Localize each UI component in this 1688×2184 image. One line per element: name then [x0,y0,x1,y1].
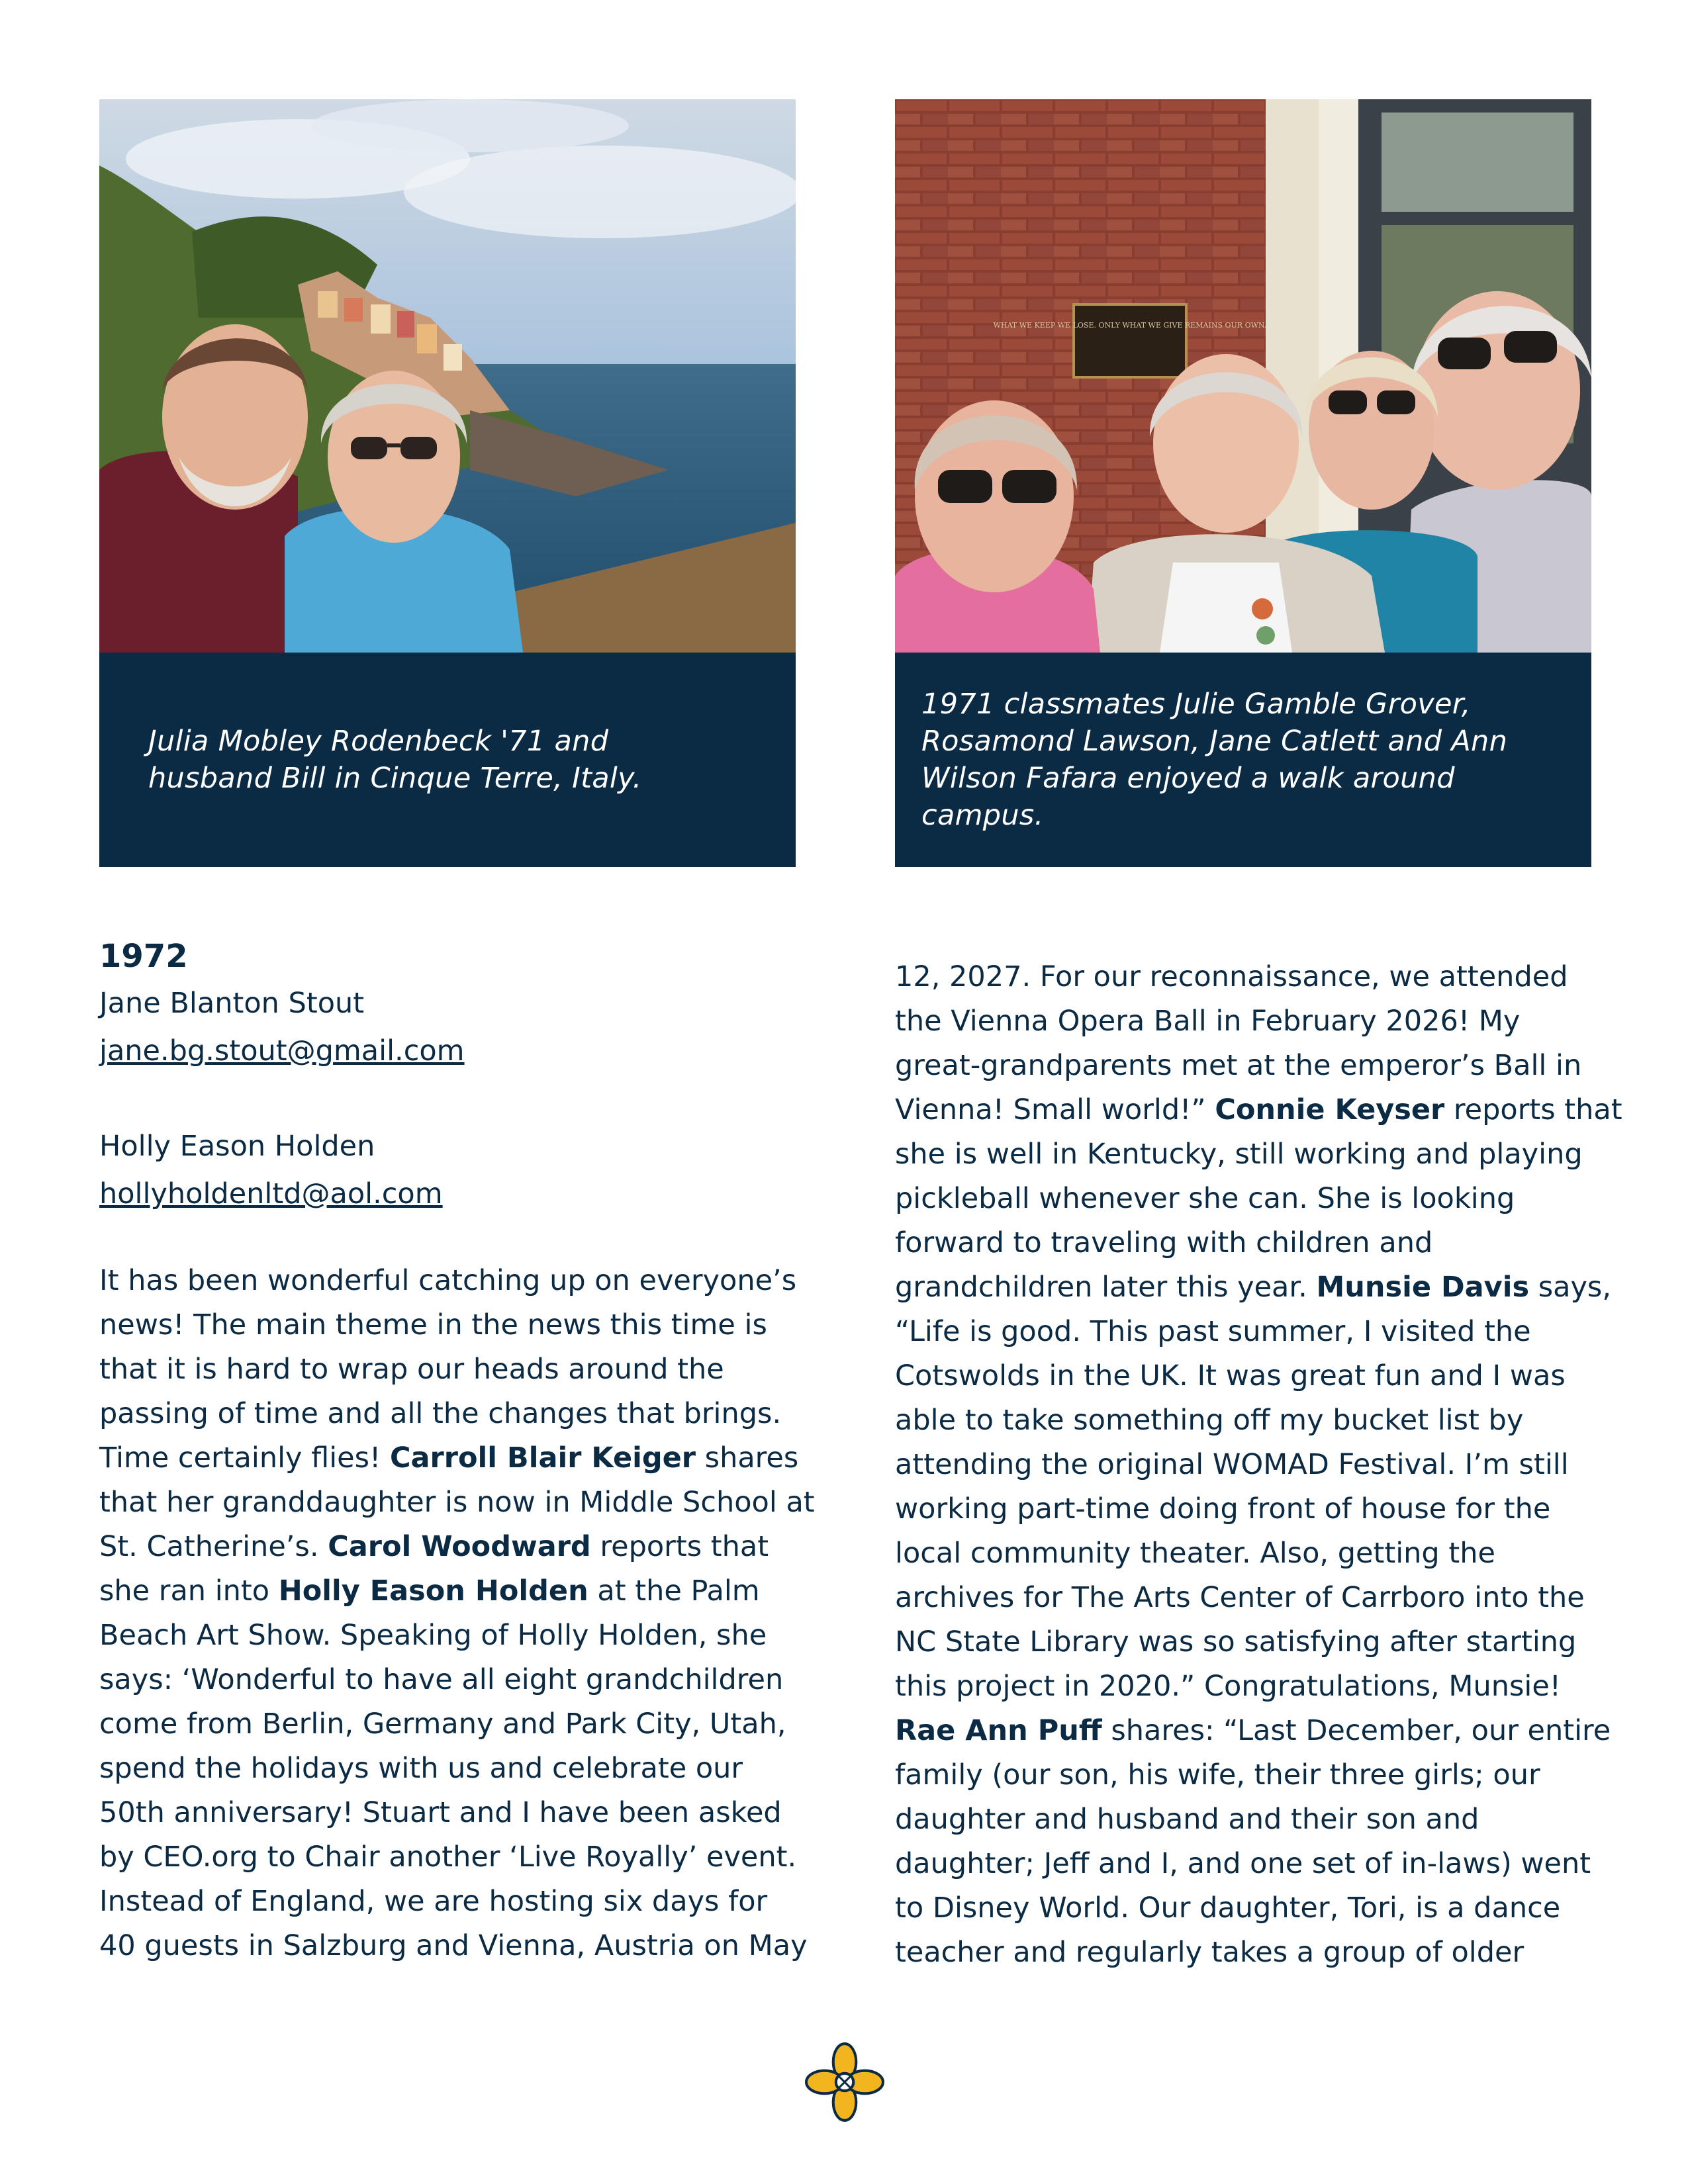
body-text-run: archives for The Arts Center of Carrboro into the [895,1581,1585,1614]
school-crest-icon [804,2042,885,2122]
body-text-line [895,1398,1591,1443]
body-text-line [99,1347,796,1392]
body-text-line [895,1753,1591,1797]
body-text-run: this project in 2020.” Congratulations, Munsie! [895,1670,1562,1703]
body-text-run: that her granddaughter is now in Middle School at [99,1486,815,1519]
body-text-line [895,1886,1591,1931]
body-text-run: to Disney World. Our daughter, Tori, is a dance [895,1891,1561,1925]
body-text-run: daughter; Jeff and I, and one set of in-laws) went [895,1847,1591,1880]
body-text-run: “Life is good. This past summer, I visited the [895,1315,1531,1348]
body-text-run: teacher and regularly takes a group of older [895,1936,1524,1969]
body-text-run: come from Berlin, Germany and Park City, Utah, [99,1707,786,1741]
classmate-name: Carol Woodward [328,1530,591,1563]
body-text-run: spend the holidays with us and celebrate our [99,1752,743,1785]
body-text-line [895,1842,1591,1886]
body-text-line [895,1177,1591,1221]
body-text-run: Cotswolds in the UK. It was great fun and I was [895,1359,1566,1392]
body-text-run: shares [696,1441,799,1475]
body-text-line [99,1791,796,1835]
photo-caption-left [99,653,796,867]
body-text-line [895,1931,1591,1975]
body-text-line [895,1709,1611,1753]
body-text-line [99,1658,796,1702]
body-text-line [895,1132,1591,1177]
body-text-run: Vienna! Small world!” [895,1093,1215,1126]
body-text-run: daughter and husband and their son and [895,1803,1479,1836]
body-text-run: the Vienna Opera Ball in February 2026! My [895,1005,1521,1038]
body-text-line [99,1480,815,1525]
body-text-line [895,999,1591,1044]
body-text-run: attending the original WOMAD Festival. I’m still [895,1448,1569,1481]
body-text-line [895,1354,1591,1398]
body-text-run: shares: “Last December, our entire [1102,1714,1611,1747]
body-text-line [895,1664,1591,1709]
body-text-run: she is well in Kentucky, still working and playing [895,1138,1583,1171]
body-text-line [99,1303,796,1347]
body-text-run: 50th anniversary! Stuart and I have been asked [99,1796,782,1829]
body-text-run: Instead of England, we are hosting six days for [99,1885,768,1918]
body-text-line [895,1531,1591,1576]
body-text-line [895,1265,1611,1310]
body-text-line [99,1436,799,1480]
contact-email-link[interactable]: hollyholdenltd@aol.com [99,1177,443,1210]
body-text-line [99,1835,796,1880]
body-text-line [895,1797,1591,1842]
body-text-run: by CEO.org to Chair another ‘Live Royally’ event. [99,1841,797,1874]
photo-caption-right [895,653,1591,867]
body-text-run: 12, 2027. For our reconnaissance, we attended [895,960,1568,993]
classmate-name: Rae Ann Puff [895,1714,1102,1747]
body-text-line [895,1443,1591,1487]
body-text-run: says: ‘Wonderful to have all eight grandchildren [99,1663,784,1696]
class-notes-body-left [99,1259,815,1968]
left-column [99,933,815,1968]
body-text-line [895,1088,1622,1132]
body-text-run: local community theater. Also, getting the [895,1537,1495,1570]
body-text-run: 40 guests in Salzburg and Vienna, Austria on May [99,1929,808,1962]
body-text-run: at the Palm [588,1574,760,1608]
right-column [895,955,1622,1975]
body-text-run: news! The main theme in the news this time is [99,1308,767,1342]
body-text-line [895,1487,1591,1531]
body-text-run: Beach Art Show. Speaking of Holly Holden, she [99,1619,767,1652]
body-text-line [99,1702,796,1747]
body-text-line [99,1525,796,1569]
body-text-run: St. Catherine’s. [99,1530,328,1563]
class-year-heading: 1972 [99,938,188,975]
couple-cinque-terre-photo [99,99,796,653]
body-text-run: reports that [590,1530,769,1563]
body-text-run: Time certainly flies! [99,1441,390,1475]
body-text-run: that it is hard to wrap our heads around the [99,1353,724,1386]
body-text-run: family (our son, his wife, their three girls; our [895,1758,1540,1792]
body-text-run: pickleball whenever she can. She is looking [895,1182,1515,1215]
body-text-line [99,1880,796,1924]
body-text-run: It has been wonderful catching up on everyone’s [99,1264,797,1297]
classmate-name: Holly Eason Holden [278,1574,588,1608]
body-text-line [99,1569,796,1614]
body-text-run: grandchildren later this year. [895,1271,1317,1304]
body-text-line [895,955,1591,999]
classmate-name: Connie Keyser [1215,1093,1445,1126]
body-text-line [895,1044,1591,1088]
body-text-line [99,1392,796,1436]
body-text-line [895,1221,1591,1265]
body-text-run: working part-time doing front of house for the [895,1492,1551,1525]
body-text-line [99,1614,796,1658]
body-text-run: forward to traveling with children and [895,1226,1433,1259]
body-text-run: passing of time and all the changes that brings. [99,1397,782,1430]
body-text-run: says, [1529,1271,1611,1304]
body-text-line [99,1747,796,1791]
body-text-line [895,1576,1591,1620]
body-text-line [895,1310,1591,1354]
body-text-run: she ran into [99,1574,279,1608]
contact-email-link[interactable]: jane.bg.stout@gmail.com [99,1034,465,1068]
body-text-line [895,1620,1591,1664]
classmate-name: Carroll Blair Keiger [389,1441,696,1475]
classmate-name: Munsie Davis [1316,1271,1530,1304]
class-notes-body-right [895,955,1622,1975]
caption-text-left: Julia Mobley Rodenbeck '71 and husband Bill in Cinque Terre, Italy. [148,725,642,795]
contact-name: Jane Blanton Stout [99,987,365,1020]
caption-text-right: 1971 classmates Julie Gamble Grover, Rosamond Lawson, Jane Catlett and Ann Wilson Fafara enjoyed a walk around campus. [921,688,1508,832]
classmates-campus-photo [895,99,1591,653]
body-text-line [99,1259,796,1303]
body-text-line [99,1924,808,1968]
contact-name: Holly Eason Holden [99,1130,375,1163]
body-text-run: NC State Library was so satisfying after starting [895,1625,1577,1659]
body-text-run: reports that [1444,1093,1622,1126]
plaque-text: WHAT WE KEEP WE LOSE. ONLY WHAT WE GIVE REMAINS OUR OWN. [993,321,1267,330]
body-text-run: great-grandparents met at the emperor’s Ball in [895,1049,1582,1082]
body-text-run: able to take something off my bucket list by [895,1404,1524,1437]
